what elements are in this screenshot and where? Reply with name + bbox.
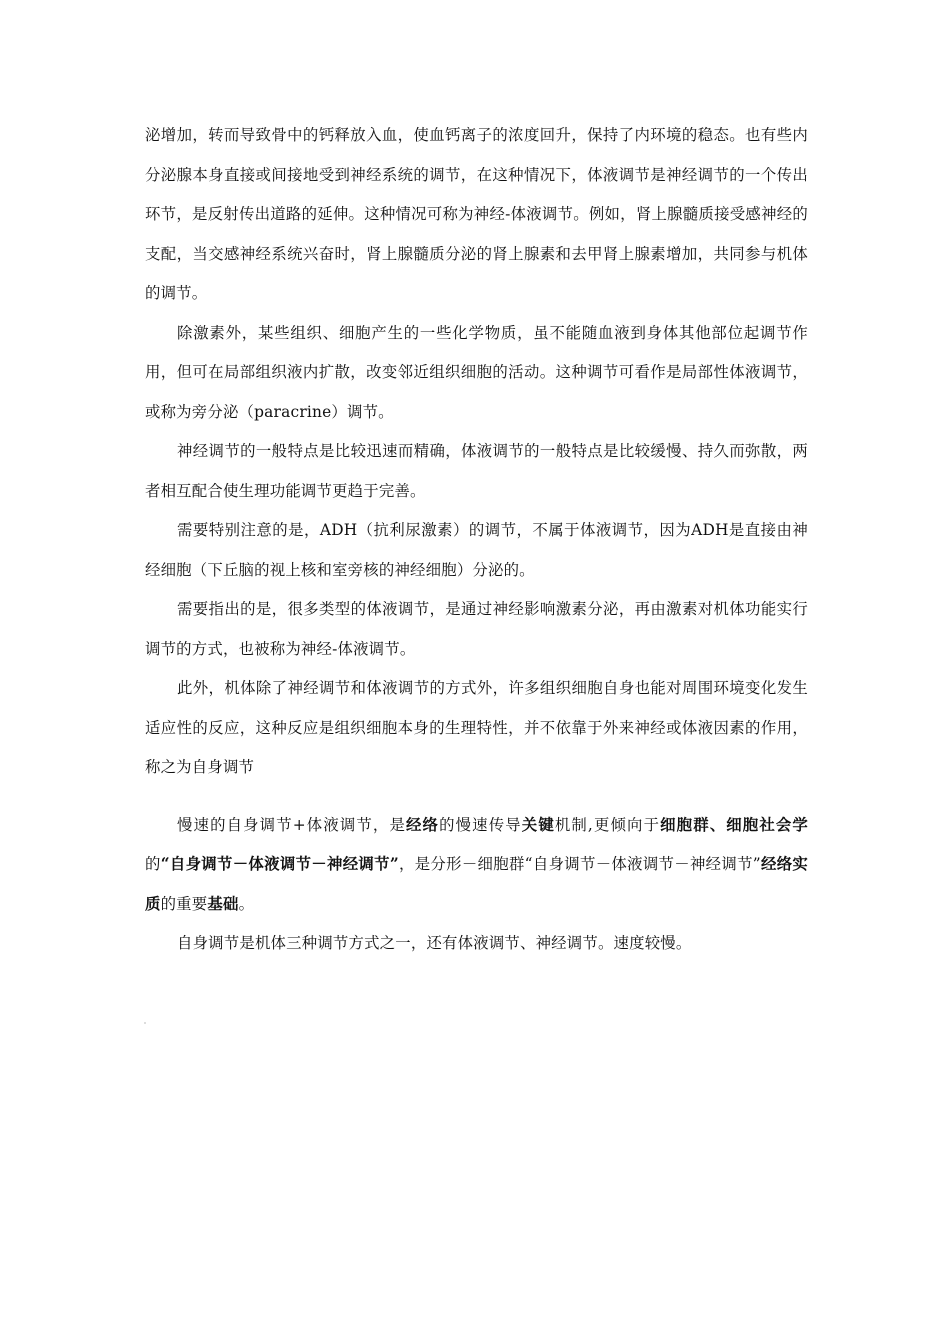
bold-term-regulation-chain: “自身调节－体液调节－神经调节” — [160, 855, 399, 873]
bold-term-key: 关键 — [521, 815, 555, 834]
text-run: 的重要 — [160, 894, 208, 913]
paragraph-paracrine: 除激素外，某些组织、细胞产生的一些化学物质，虽不能随血液到身体其他部位起调节作用，但可在局部组织液内扩散，改变邻近组织细胞的活动。这种调节可看作是局部性体液调节，或称为旁分泌（paracrine）调节。 — [145, 323, 808, 421]
text-run: 慢速的自身调节+体液调节，是 — [177, 815, 407, 834]
text-run: 的 — [145, 855, 161, 873]
paragraph-characteristics: 神经调节的一般特点是比较迅速而精确，体液调节的一般特点是比较缓慢、持久而弥散，两者相互配合使生理功能调节更趋于完善。 — [145, 442, 808, 500]
paragraph-summary: 自身调节是机体三种调节方式之一，还有体液调节、神经调节。速度较慢。 — [177, 934, 692, 952]
text-run: ，是分形－细胞群“自身调节－体液调节－神经调节” — [398, 855, 761, 873]
bold-term-cell-sociology: 细胞群、细胞社会学 — [660, 815, 808, 834]
text-run: 机制,更倾向于 — [554, 815, 661, 834]
paragraph-neuro-humoral-note: 需要指出的是，很多类型的体液调节，是通过神经影响激素分泌，再由激素对机体功能实行调节的方式，也被称为神经-体液调节。 — [145, 600, 808, 658]
paragraph-parathyroid-and-neuro-humoral: 泌增加，转而导致骨中的钙释放入血，使血钙离子的浓度回升，保持了内环境的稳态。也有些内分泌腺本身直接或间接地受到神经系统的调节，在这种情况下，体液调节是神经调节的一个传出环节，是反射传出道路的延伸。这种情况可称为神经-体液调节。例如，肾上腺髓质接受感神经的支配，当交感神经系统兴奋时，肾上腺髓质分泌的肾上腺素和去甲肾上腺素增加，共同参与机体的调节。 — [145, 126, 808, 302]
paragraph-autoregulation: 此外，机体除了神经调节和体液调节的方式外，许多组织细胞自身也能对周围环境变化发生适应性的反应，这种反应是组织细胞本身的生理特性，并不依靠于外来神经或体液因素的作用，称之为自身调节 — [145, 679, 808, 776]
paragraph-meridian-highlight — [145, 806, 808, 925]
text-run: 的慢速传导 — [439, 815, 522, 834]
bold-term-foundation: 基础 — [207, 894, 239, 913]
bold-term-meridian: 经络 — [406, 815, 440, 834]
text-run: 。 — [238, 894, 255, 913]
stray-dot-mark — [144, 1022, 146, 1024]
document-page — [145, 116, 808, 964]
paragraph-adh-note: 需要特别注意的是，ADH（抗利尿激素）的调节，不属于体液调节，因为ADH是直接由神经细胞（下丘脑的视上核和室旁核的神经细胞）分泌的。 — [145, 521, 808, 579]
bold-term-meridian-essence: 经络实质 — [145, 855, 809, 913]
